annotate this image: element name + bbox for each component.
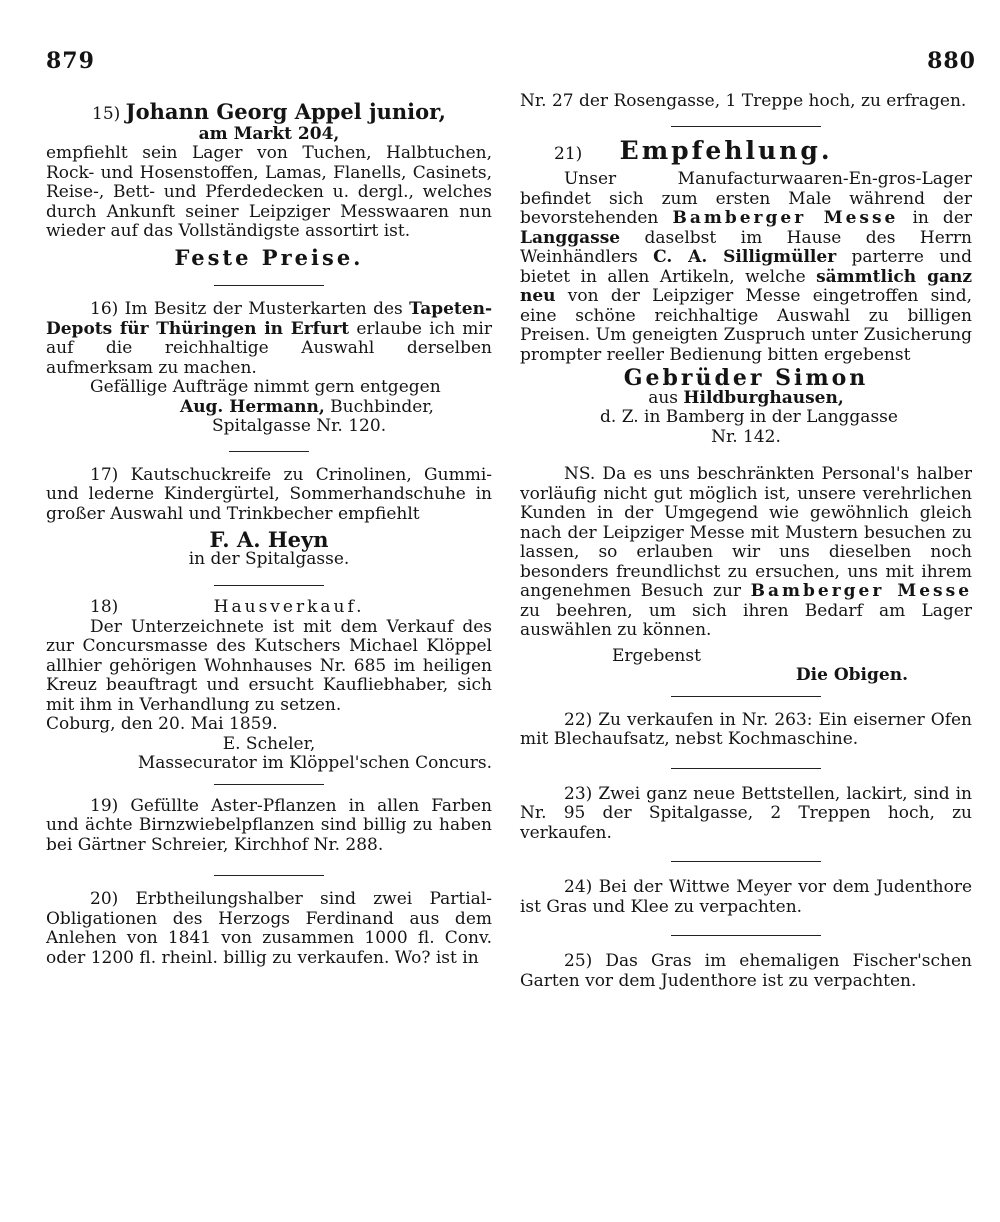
ad-body: empfiehlt sein Lager von Tuchen, Halbtuchen, Rock- und Hosenstoffen, Lamas, Flanells, Casinets, Reise-, Bett- und Pferdedecken u. dergl., welches durch Ankunft seiner Leipziger Messwaaren nun wieder auf das Vollständigste assortirt ist. [46, 143, 492, 241]
separator-line [229, 451, 309, 452]
firm-origin-prefix: aus [648, 387, 679, 408]
signer-role: Massecurator im Klöppel'schen Concurs. [137, 753, 492, 773]
ad-19 [46, 797, 492, 856]
ad-bold-text: sämmtlich ganz neu [520, 266, 972, 306]
ns-text: NS. Da es uns beschränkten Personal's halber vorläufig nicht gut möglich ist, unsere verehrlichen Kunden in der Umgegend wie gewöhnlich gleich nach der Leipziger Messe mit Mustern besuchen zu lassen, so erlauben wir uns dieselben noch besonders freundlichst zu ersuchen, uns mit ihrem angenehmen Besuch zur [520, 464, 972, 601]
ad-body: Bei der Wittwe Meyer vor dem Judenthore ist Gras und Klee zu verpachten. [520, 877, 973, 917]
separator-line [214, 285, 324, 286]
ad-highlight: Tapeten-Depots für Thüringen in Erfurt [46, 299, 492, 339]
page-number-left: 879 [46, 48, 95, 74]
ad-number: 24) [564, 877, 593, 897]
separator-line [671, 861, 821, 862]
ad-20-continued: Nr. 27 der Rosengasse, 1 Treppe hoch, zu erfragen. [520, 91, 967, 111]
signature: Die Obigen. [795, 665, 908, 685]
ad-number: 18) [90, 597, 119, 617]
ad-21 [520, 135, 973, 686]
ad-number: 16) [90, 299, 119, 319]
firm-number: Nr. 142. [711, 426, 781, 447]
ad-text: in der [912, 208, 972, 228]
signer-address: Spitalgasse Nr. 120. [212, 416, 387, 436]
ns-bold-text: Bamberger Messe [750, 581, 973, 601]
firm-name: Gebrüder Simon [623, 365, 869, 391]
firm-origin: Hildburghausen, [683, 387, 844, 408]
signer-name: F. A. Heyn [209, 527, 329, 552]
ad-heading: Empfehlung. [619, 135, 833, 165]
ad-15 [46, 99, 492, 270]
ad-closing: Feste Preise. [174, 244, 364, 270]
ad-16 [46, 300, 492, 437]
page-number-right: 880 [927, 48, 976, 74]
ad-number: 20) [90, 889, 119, 909]
ad-25 [520, 952, 972, 991]
ad-bold-text: Bamberger Messe [672, 208, 899, 228]
ad-number: 23) [564, 783, 593, 804]
ad-body: Gefüllte Aster-Pflanzen in allen Farben und ächte Birnzwiebelpflanzen sind billig zu haben bei Gärtner Schreier, Kirchhof Nr. 288. [46, 795, 492, 855]
ad-body: Das Gras im ehemaligen Fischer'schen Garten vor dem Judenthore ist zu verpachten. [520, 951, 972, 991]
separator-line [671, 126, 821, 127]
advertiser-name: Johann Georg Appel junior, [125, 99, 446, 124]
ad-title: Hausverkauf. [213, 597, 365, 617]
ad-body: Zu verkaufen in Nr. 263: Ein eiserner Ofen mit Blechaufsatz, nebst Kochmaschine. [520, 709, 972, 749]
ad-17 [46, 466, 492, 570]
ad-body: Erbtheilungshalber sind zwei Partial-Obligationen des Herzogs Ferdinand aus dem Anlehen von 1841 von zusammen 1000 fl. Conv. oder 1200 fl. rheinl. billig zu verkaufen. Wo? ist in [46, 889, 492, 968]
ad-body: Zwei ganz neue Bettstellen, lackirt, sind in Nr. 95 der Spitalgasse, 2 Treppen hoch, zu verkaufen. [520, 783, 973, 843]
ad-bold-text: Langgasse [520, 227, 621, 248]
ad-body: Der Unterzeichnete ist mit dem Verkauf des zur Concursmasse des Kutschers Michael Klöppel allhier gehörigen Wohnhauses Nr. 685 im heiligen Kreuz beauftragt und ersucht Kaufliebhaber, sich mit ihm in Verhandlung zu setzen. [46, 616, 492, 715]
signer-title: Buchbinder, [330, 396, 434, 417]
separator-line [671, 935, 821, 936]
right-column [520, 92, 972, 991]
ad-20 [46, 890, 492, 968]
separator-line [671, 768, 821, 769]
ad-text: von der Leipziger Messe eingetroffen sind, eine schöne reichhaltige Auswahl zu billigen Preisen. Um geneigten Zuspruch unter Zusicherung prompter reeller Bedienung bitten ergebenst [520, 286, 972, 365]
ad-number: 22) [564, 709, 593, 730]
left-column [46, 92, 492, 968]
separator-line [214, 784, 324, 785]
ad-24 [520, 878, 972, 917]
advertiser-address: am Markt 204, [198, 123, 340, 144]
ad-body: Kautschuckreife zu Crinolinen, Gummi- und lederne Kindergürtel, Sommerhandschuhe in großer Auswahl und Trinkbecher empfiehlt [46, 464, 493, 524]
ad-18 [46, 598, 492, 774]
ad-text: parterre und bietet in allen Artikeln, welche [520, 247, 973, 287]
ad-number: 15) [92, 104, 121, 124]
signer-name: Aug. Hermann, [180, 396, 325, 417]
signer-name: E. Scheler, [222, 733, 316, 754]
firm-location: d. Z. in Bamberg in der Langgasse [600, 407, 898, 427]
ad-body-end: erlaube ich mir auf die reichhaltige Auswahl derselben aufmerksam zu machen. [46, 318, 492, 378]
orders-line: Gefällige Aufträge nimmt gern entgegen [90, 377, 441, 397]
date-line: Coburg, den 20. Mai 1859. [46, 714, 278, 734]
separator-line [214, 875, 324, 876]
separator-line [214, 585, 324, 586]
ad-text: daselbst im Hause des Herrn Weinhändlers [520, 227, 972, 267]
signer-location: in der Spitalgasse. [188, 548, 350, 569]
closing: Ergebenst [612, 645, 701, 666]
ad-number: 25) [564, 951, 593, 971]
separator-line [671, 696, 821, 697]
ns-text: zu beehren, um sich ihren Bedarf am Lager auswählen zu können. [520, 600, 972, 640]
ad-body-start: Im Besitz der Musterkarten des [124, 299, 403, 319]
ad-number: 19) [90, 795, 119, 816]
ad-number: 21) [554, 143, 583, 164]
ad-bold-text: C. A. Silligmüller [653, 247, 837, 267]
ad-23 [520, 785, 972, 844]
ad-22 [520, 711, 972, 750]
ad-number: 17) [90, 464, 119, 485]
ad-text: Unser Manufacturwaaren-En-gros-Lager befindet sich zum ersten Male während der bevorstehenden [520, 169, 972, 228]
